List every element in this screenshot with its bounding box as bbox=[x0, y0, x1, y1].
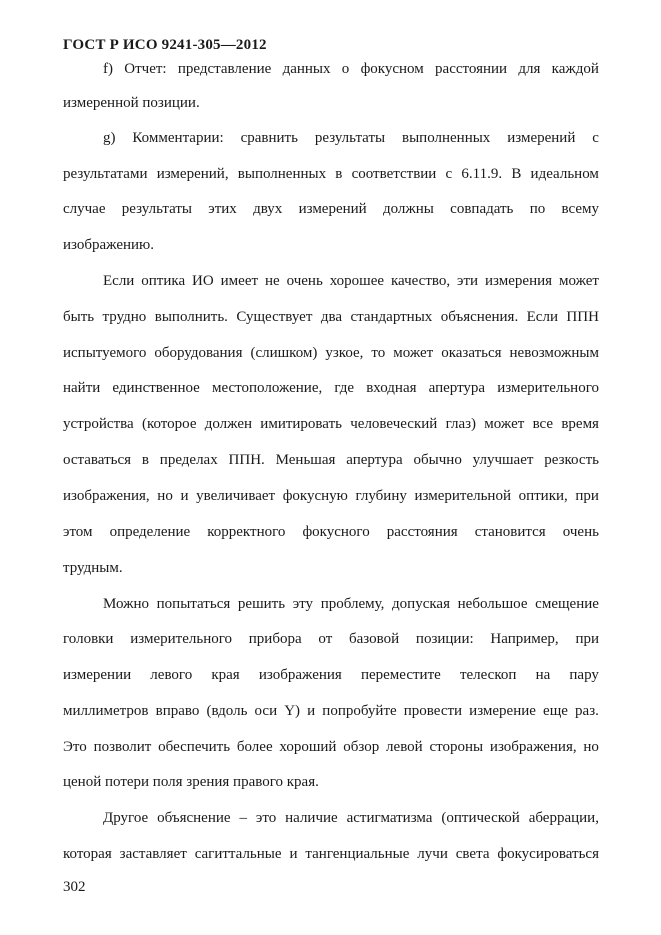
paragraph-2-line-5: Это позволит обеспечить более хороший обзор левой стороны изображения, но bbox=[63, 739, 599, 755]
paragraph-1-line-8: этом определение корректного фокусного расстояния становится очень bbox=[63, 524, 599, 540]
document-header: ГОСТ Р ИСО 9241-305—2012 bbox=[63, 37, 267, 53]
paragraph-1-line-4: найти единственное местоположение, где входная апертура измерительного bbox=[63, 380, 599, 396]
paragraph-1-line-2: быть трудно выполнить. Существует два стандартных объяснения. Если ППН bbox=[63, 309, 599, 325]
list-item-g-line-3: случае результаты этих двух измерений должны совпадать по всему bbox=[63, 201, 599, 217]
paragraph-2-line-1: Можно попытаться решить эту проблему, допуская небольшое смещение bbox=[103, 596, 599, 612]
paragraph-2-line-2: головки измерительного прибора от базовой позиции: Например, при bbox=[63, 631, 599, 647]
paragraph-1-line-6: оставаться в пределах ППН. Меньшая апертура обычно улучшает резкость bbox=[63, 452, 599, 468]
paragraph-1-line-5: устройства (которое должен имитировать человеческий глаз) может все время bbox=[63, 416, 599, 432]
paragraph-1-line-7: изображения, но и увеличивает фокусную глубину измерительной оптики, при bbox=[63, 488, 599, 504]
paragraph-1-line-9: трудным. bbox=[63, 560, 123, 576]
list-item-g-line-4: изображению. bbox=[63, 237, 154, 253]
list-item-g-line-1: g) Комментарии: сравнить результаты выполненных измерений с bbox=[103, 130, 599, 146]
paragraph-1-line-1: Если оптика ИО имеет не очень хорошее качество, эти измерения может bbox=[103, 273, 599, 289]
list-item-g-line-2: результатами измерений, выполненных в соответствии с 6.11.9. В идеальном bbox=[63, 166, 599, 182]
paragraph-3-line-2: которая заставляет сагиттальные и тангенциальные лучи света фокусироваться bbox=[63, 846, 599, 862]
list-item-f-line-2: измеренной позиции. bbox=[63, 95, 200, 111]
paragraph-1-line-3: испытуемого оборудования (слишком) узкое, то может оказаться невозможным bbox=[63, 345, 599, 361]
page-number: 302 bbox=[63, 879, 86, 895]
paragraph-2-line-6: ценой потери поля зрения правого края. bbox=[63, 774, 319, 790]
paragraph-3-line-1: Другое объяснение – это наличие астигматизма (оптической аберрации, bbox=[103, 810, 599, 826]
paragraph-2-line-4: миллиметров вправо (вдоль оси Y) и попробуйте провести измерение еще раз. bbox=[63, 703, 599, 719]
list-item-f-line-1: f) Отчет: представление данных о фокусном расстоянии для каждой bbox=[103, 61, 599, 77]
paragraph-2-line-3: измерении левого края изображения переместите телескоп на пару bbox=[63, 667, 599, 683]
